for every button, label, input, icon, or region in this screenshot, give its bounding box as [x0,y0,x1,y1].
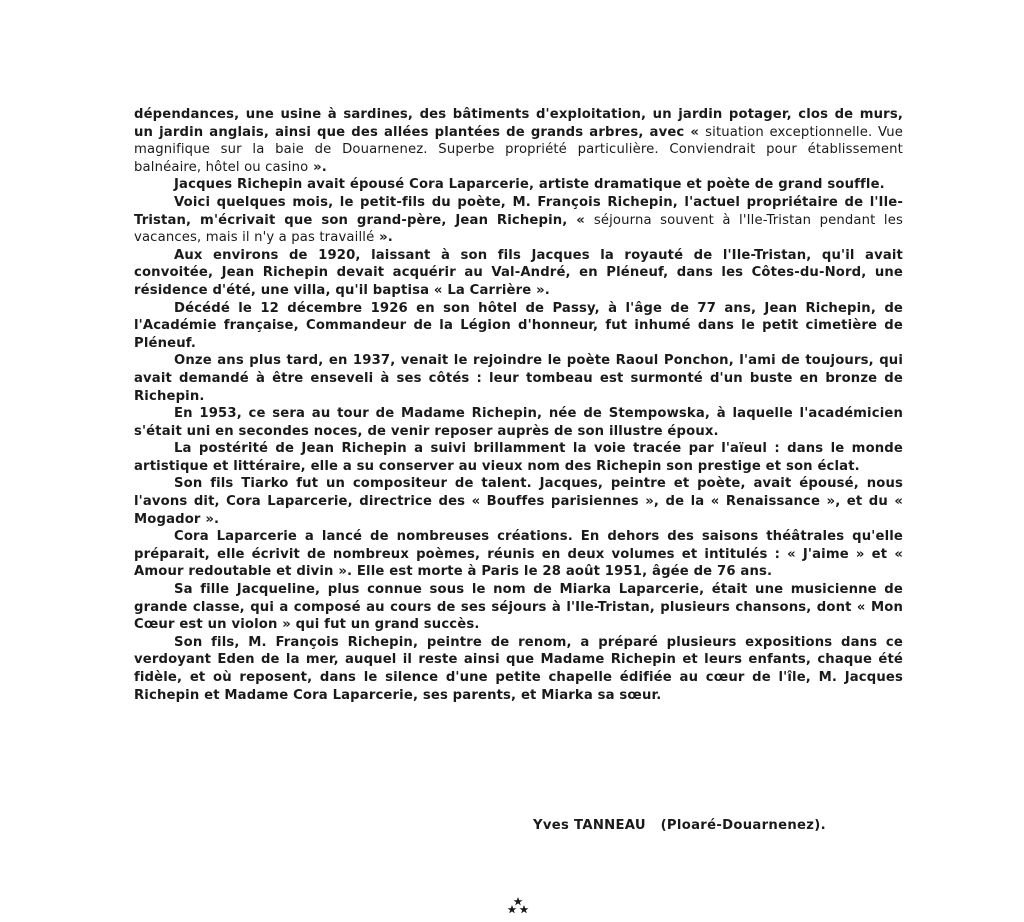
paragraph [134,528,903,581]
paragraph [134,106,903,176]
paragraph [134,352,903,405]
three-stars-ornament-icon [506,896,530,916]
paragraph-text: Jacques Richepin avait épousé Cora Laparcerie, artiste dramatique et poète de grand souffle. [174,177,885,193]
paragraph-text: Décédé le 12 décembre 1926 en son hôtel de Passy, à l'âge de 77 ans, Jean Richepin, de l'Académie française, Commandeur de la Légion d'honneur, fut inhumé dans le petit cimetière de Pléneuf. [134,300,903,351]
paragraph-text: ». [308,159,327,175]
paragraph [134,634,903,704]
paragraph-text: Sa fille Jacqueline, plus connue sous le nom de Miarka Laparcerie, était une musicienne de grande classe, qui a composé au cours de ses séjours à l'Ile-Tristan, plusieurs chansons, dont « Mon Cœur est un violon » qui fut un grand succès. [134,582,903,633]
paragraph [134,247,903,300]
paragraph-text: séjourna souvent à l'Ile-Tristan pendant les vacances, mais il n'y a pas travaillé [134,212,904,246]
paragraph [134,475,903,528]
paragraph-text: Voici quelques mois, le petit-fils du poète, M. François Richepin, l'actuel propriétaire de l'Ile-Tristan, m'écrivait que son grand-père, Jean Richepin, « [134,194,903,228]
paragraph [134,440,903,475]
article-body [134,106,903,704]
paragraph [134,176,903,194]
paragraph-text: En 1953, ce sera au tour de Madame Richepin, née de Stempowska, à laquelle l'académicien s'était uni en secondes noces, de venir reposer auprès de son illustre époux. [134,406,903,439]
signature-place: (Ploaré-Douarnenez). [660,818,826,833]
paragraph-text: Cora Laparcerie a lancé de nombreuses créations. En dehors des saisons théâtrales qu'elle préparait, elle écrivit de nombreux poèmes, réunis en deux volumes et intitulés : « J'aime » et « Amour redoutable et divin ». Elle est morte à Paris le 28 août 1951, âgée de 76 ans. [134,529,903,580]
paragraph [134,194,903,247]
paragraph-text: La postérité de Jean Richepin a suivi brillamment la voie tracée par l'aïeul : dans le monde artistique et littéraire, elle a su conserver au vieux nom des Richepin son prestige et son éclat. [134,441,903,474]
paragraph [134,300,903,353]
paragraph-text: situation exceptionnelle. Vue magnifique sur la baie de Douarnenez. Superbe propriété particulière. Conviendrait pour établissement balnéaire, hôtel ou casino [134,124,903,175]
signature-first-name: Yves [533,818,570,833]
paragraph [134,405,903,440]
paragraph-text: dépendances, une usine à sardines, des bâtiments d'exploitation, un jardin potager, clos de murs, un jardin anglais, ainsi que des allées plantées de grands arbres, avec « [134,107,903,140]
signature-line [533,818,826,833]
paragraph [134,581,903,634]
paragraph-text: Son fils, M. François Richepin, peintre de renom, a préparé plusieurs expositions dans ce verdoyant Eden de la mer, auquel il reste ainsi que Madame Richepin et leurs enfants, chaque été fidèle, et où reposent, dans le silence d'une petite chapelle édifiée au cœur de l'île, M. Jacques Richepin et Madame Cora Laparcerie, ses parents, et Miarka sa sœur. [134,634,903,703]
paragraph-text: Aux environs de 1920, laissant à son fils Jacques la royauté de l'Ile-Tristan, qu'il avait convoitée, Jean Richepin devait acquérir au Val-André, en Pléneuf, dans les Côtes-du-Nord, une résidence d'été, une villa, qu'il baptisa « La Carrière ». [134,247,903,298]
signature-last-name: TANNEAU [574,818,646,833]
paragraph-text: Son fils Tiarko fut un compositeur de talent. Jacques, peintre et poète, avait épousé, nous l'avons dit, Cora Laparcerie, directrice des « Bouffes parisiennes », de la « Renaissance », et du « Mogador ». [134,476,903,527]
paragraph-text: Onze ans plus tard, en 1937, venait le rejoindre le poète Raoul Ponchon, l'ami de toujours, qui avait demandé à être enseveli à ses côtés : leur tombeau est surmonté d'un buste en bronze de Richepin. [134,353,903,404]
paragraph-text: ». [374,230,393,246]
